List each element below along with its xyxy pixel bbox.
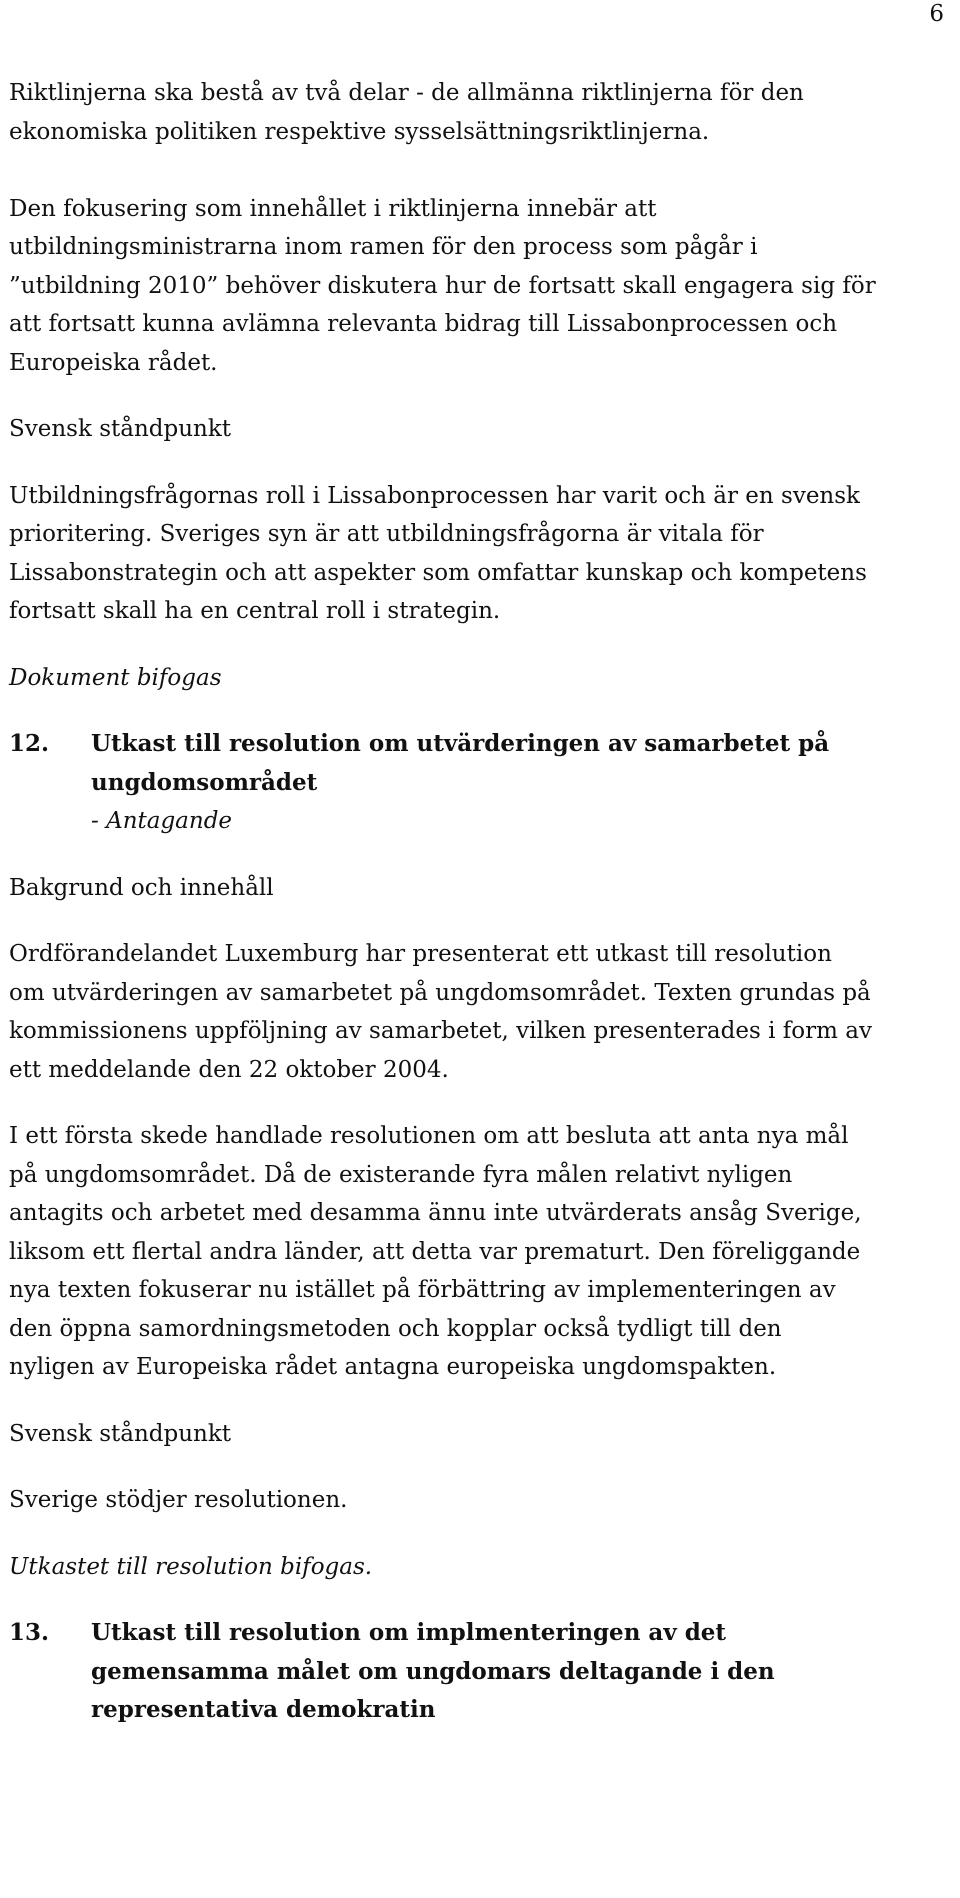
text-line: prioritering. Sveriges syn är att utbildningsfrågorna är vitala för [9, 521, 764, 547]
paragraph-first-stage [9, 1117, 939, 1387]
text-line: fortsatt skall ha en central roll i strategin. [9, 598, 501, 624]
text-line: nyligen av Europeiska rådet antagna europeiska ungdomspakten. [9, 1354, 777, 1380]
agenda-item-title [91, 725, 829, 841]
agenda-item-number: 12. [9, 730, 50, 757]
text-line: ekonomiska politiken respektive sysselsättningsriktlinjerna. [9, 118, 710, 145]
text-line: Europeiska rådet. [9, 349, 218, 376]
text-line: Lissabonstrategin och att aspekter som omfattar kunskap och kompetens [9, 559, 867, 586]
agenda-item-number: 13. [9, 1619, 50, 1646]
text-line: I ett första skede handlade resolutionen om att besluta att anta nya mål [9, 1123, 849, 1149]
paragraph-focus [9, 190, 939, 383]
spacer [9, 841, 939, 869]
spacer [9, 697, 939, 725]
spacer [9, 907, 939, 935]
agenda-item-subtitle: - Antagande [91, 808, 233, 834]
spacer [9, 151, 939, 190]
spacer [9, 1453, 939, 1481]
text-line: Ordförandelandet Luxemburg har presenterat ett utkast till resolution [9, 941, 832, 967]
text-line: Den fokusering som innehållet i riktlinjerna innebär att [9, 195, 657, 222]
title-line: gemensamma målet om ungdomars deltagande i den [91, 1657, 775, 1685]
text-line: att fortsatt kunna avlämna relevanta bidrag till Lissabonprocessen och [9, 311, 838, 337]
text-line: utbildningsministrarna inom ramen för den process som pågår i [9, 234, 758, 260]
attachment-note-1: Dokument bifogas [9, 664, 222, 691]
text-line: ”utbildning 2010” behöver diskutera hur de fortsatt skall engagera sig för [9, 272, 876, 299]
agenda-item-13 [9, 1614, 939, 1730]
text-line: ett meddelande den 22 oktober 2004. [9, 1056, 449, 1083]
title-line: Utkast till resolution om utvärderingen av samarbetet på [91, 730, 830, 757]
paragraph-presidency-draft [9, 935, 939, 1089]
text-line: antagits och arbetet med desamma ännu inte utvärderats ansåg Sverige, [9, 1200, 862, 1226]
spacer [9, 1387, 939, 1415]
text-line: nya texten fokuserar nu istället på förbättring av implementeringen av [9, 1277, 836, 1303]
text-line: den öppna samordningsmetoden och kopplar också tydligt till den [9, 1315, 782, 1342]
agenda-item-title [91, 1614, 775, 1730]
attachment-note-2: Utkastet till resolution bifogas. [9, 1553, 373, 1580]
text-line: om utvärderingen av samarbetet på ungdomsområdet. Texten grundas på [9, 979, 871, 1006]
title-line: representativa demokratin [91, 1696, 436, 1723]
page-number: 6 [929, 1, 944, 27]
title-line: Utkast till resolution om implmenteringen av det [91, 1619, 727, 1646]
spacer [9, 1586, 939, 1614]
paragraph-support: Sverige stödjer resolutionen. [9, 1487, 348, 1513]
text-line: kommissionens uppföljning av samarbetet, vilken presenterades i form av [9, 1018, 872, 1044]
title-line: ungdomsområdet [91, 768, 318, 796]
document-body [9, 74, 939, 1730]
heading-swedish-position-2: Svensk ståndpunkt [9, 1420, 232, 1447]
paragraph-guidelines [9, 74, 939, 151]
text-line: liksom ett flertal andra länder, att detta var prematurt. Den föreliggande [9, 1238, 861, 1265]
spacer [9, 449, 939, 477]
spacer [9, 631, 939, 659]
text-line: på ungdomsområdet. Då de existerande fyra målen relativt nyligen [9, 1161, 793, 1188]
agenda-item-12 [9, 725, 939, 841]
heading-swedish-position-1: Svensk ståndpunkt [9, 416, 232, 442]
heading-background: Bakgrund och innehåll [9, 874, 274, 901]
text-line: Riktlinjerna ska bestå av två delar - de allmänna riktlinjerna för den [9, 80, 804, 106]
spacer [9, 382, 939, 410]
spacer [9, 1520, 939, 1548]
spacer [9, 1089, 939, 1117]
text-line: Utbildningsfrågornas roll i Lissabonprocessen har varit och är en svensk [9, 482, 860, 509]
paragraph-education-priority [9, 477, 939, 631]
